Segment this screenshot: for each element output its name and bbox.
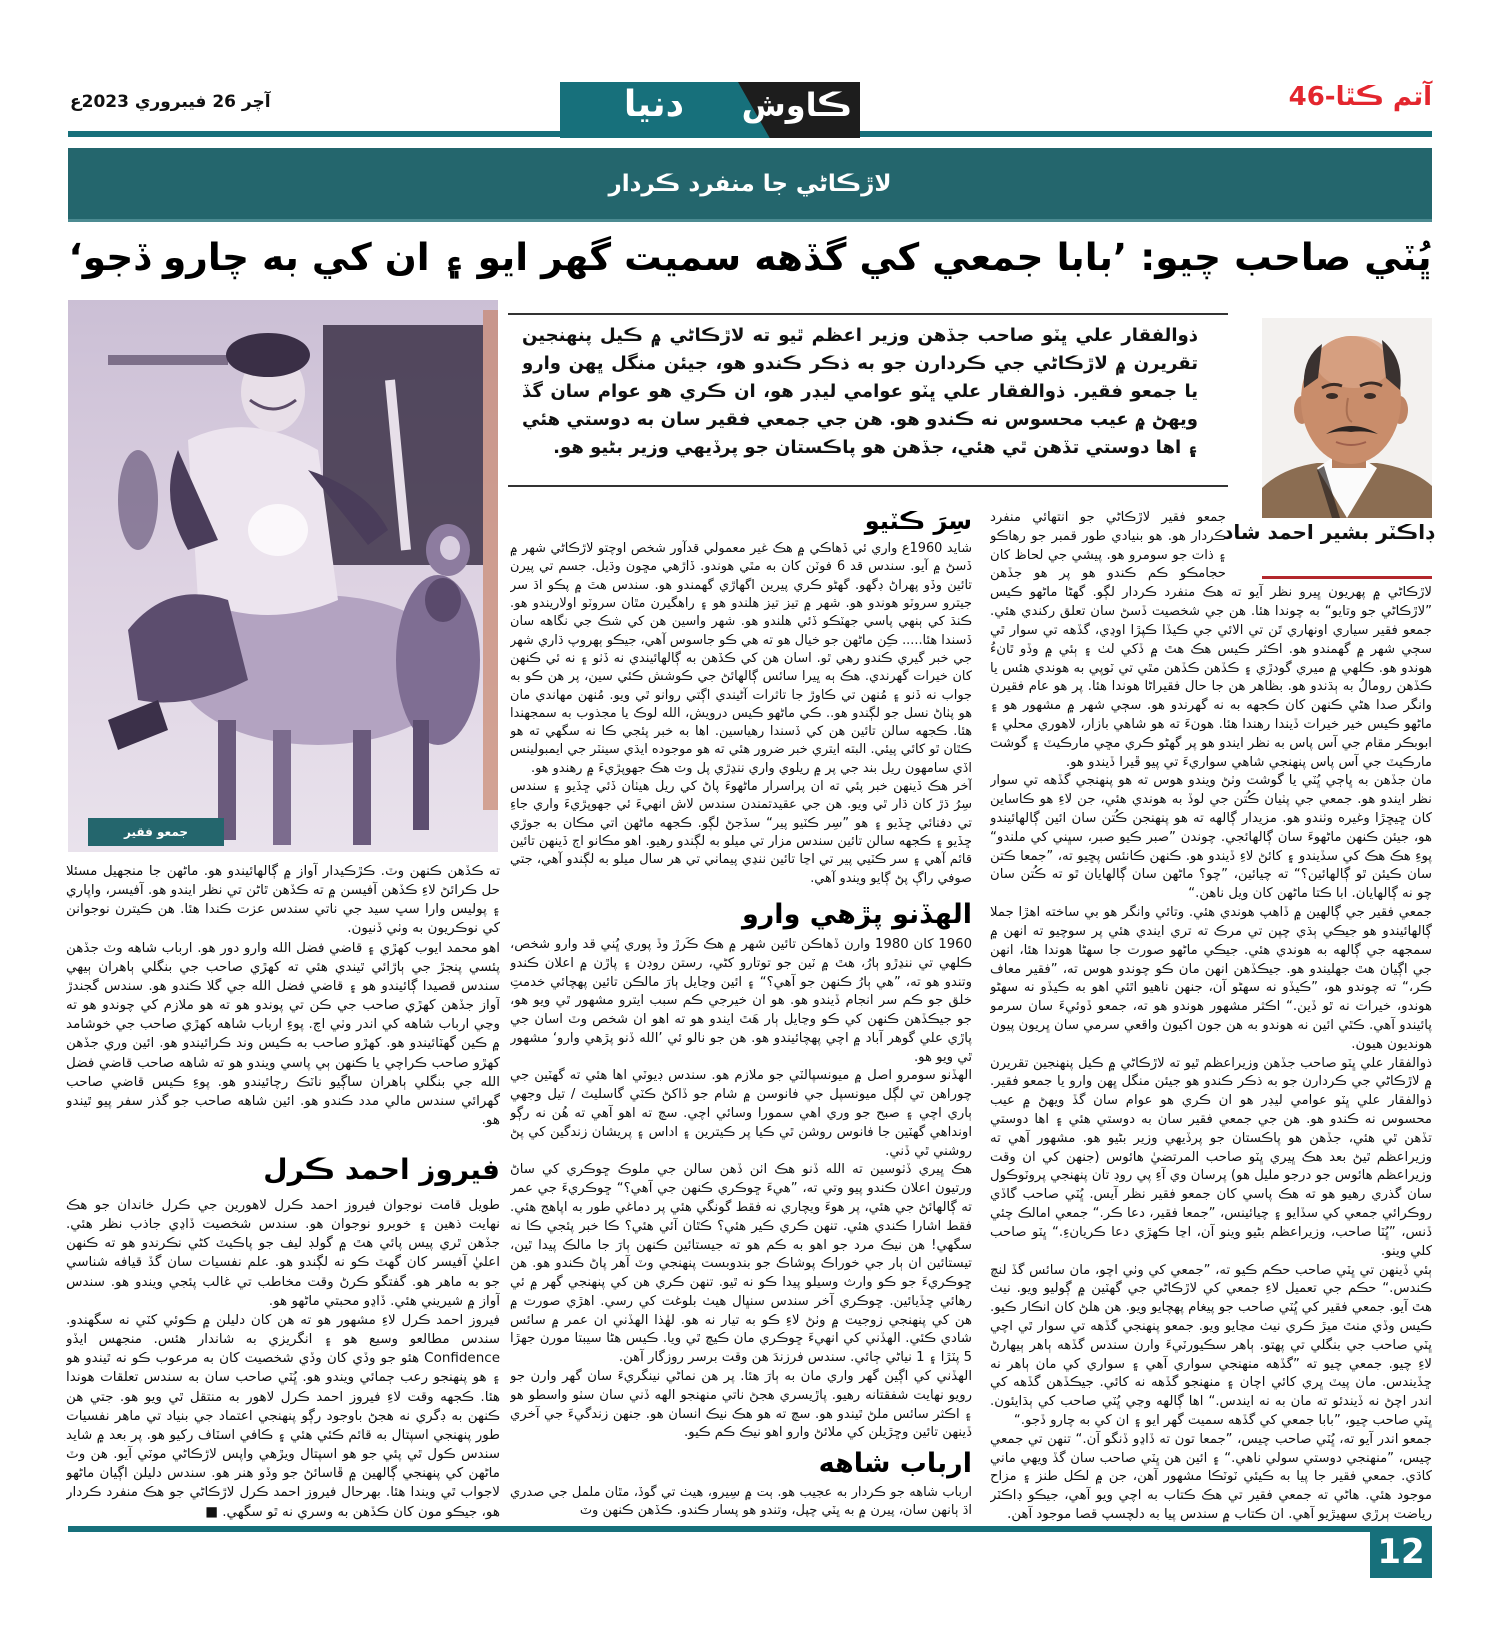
paragraph: ته ڪڏهن ڪنهن وٽ. ڪڙڪيدار آواز ۾ ڳالهائيندو هو. ماڻهن جا منجهيل مسئلا حل ڪرائڻ لاءِ ڪڏهن آفيسن ۾ ته ڪڏهن ٿاڻن تي نظر ايندو هو. آفيسر، واپاري ۽ پوليس وارا سڀ سيد جي ناتي سندس عزت ڪندا هئا. هن ڪيترن نوجوانن کي نوڪريون به وٺي ڏنيون. — [66, 863, 500, 937]
feature-photo — [68, 300, 498, 852]
column-left-section-text — [66, 1196, 500, 1522]
paragraph: ٻئي ڏينهن تي ڀٽي صاحب حڪم ڪيو ته، ”جمعي کي وٺي اچو، مان سائس گڏ لنچ ڪندس.“ حڪم جي تعميل لاءِ جمعي کي لاڙڪاڻي جي گهٽين ۾ ڳوليو ويو. نيٺ هٿ آيو. جمعي فقير کي ڀُٽي صاحب جو پيغام پهچايو ويو. هن هلڻ کان انڪار ڪيو. ڪيس وڏي منٿ ميڙ ڪري نيٺ مڃايو ويو. جمعو پنهنجي گڏهه تي سوار ٿي اچي ڀٽي صاحب جي بنگلي تي پهتو. ٻاهر سڪيورٽيءَ وارن سندس گڏهه ٻاهر ٻيهارڻ لاءِ چيو. جمعي چيو ته ”گڏهه منهنجي سواري آهي ۽ سواري کي مان ٻاهر نه ڇڏيندس. مان پيٽ ڀري کائي اچان ۽ منهنجو گڏهه نه کائي. جيڪڏهن گڏهه کي اندر اچڻ نه ڏيندئو ته مان به نه ايندس.“ اها ڳالهه وڃي ڀُٽي صاحب کي ٻڌايئون. ڀٽي صاحب چيو، ”بابا جمعي کي گڏهه سميت گهر ايو ۽ ان کي به چارو ڏجو.“ — [990, 1262, 1432, 1428]
lead-rule-top — [508, 313, 1228, 315]
series-label: آتم ڪٿا-46 — [1288, 82, 1432, 112]
paragraph: شايد 1960ع واري ئي ڏهاڪي ۾ هڪ غير معمولي قدآور شخص اوچتو لاڙڪاڻي شهر ۾ ڏسڻ ۾ آيو. سندس قد 6 فوٽن کان به مٿي هوندو. ڏاڙهي مڇون وڌيل. جسم تي پيرن تائين وڏو پهراڻ ڊگهو. گهڻو ڪري پيرين اگهاڙي گهمندو هو. سندس هٿ ۾ پڪو اڌ سر جيترو سروٽو هوندو هو. شهر ۾ تيز تيز هلندو هو ۽ راهگيرن مٿان سروٽو اولاريندو هو. ڪنڌ کي ٻنهي پاسي جهٽڪو ڏئي هلندو هو. شهر واسين هن کي شڪ جي نگاهه سان ڏسندا هئا..... ڪِن ماڻهن جو خيال هو ته هي ڪو جاسوس آهي، جيڪو ٻهروپ ڌاري شهر جي خبر گيري ڪندو رهي ٿو. اسان هن کي ڪڏهن به ڳالهائيندي نه ڏٺو ۽ نه ئي ڪنهن کان خيرات گهرندي. هڪ ٻه ڀيرا سائس ڳالهائڻ جي ڪوشش ڪئي سين، پر هن ڪو به جواب نه ڏنو ۽ مُنهن تي ڪاوڙ جا تاثرات آڻيندي اڳتي روانو ٿي ويو. مُنهن مهاندي مان هو پٺاڻ نسل جو لڳندو هو.. ڪي ماڻهو ڪيس درويش، الله لوڪ يا مجذوب به سمجهندا هئا. ڪجهه سالن تائين هن کي ڏسندا رهياسين. اها به خبر پئجي ڪا نه سگهي ته هو ڪٿان ٿو کائي پيئي. البته ايتري خبر ضرور هئي ته هو موجوده ايڌي سينٽر جي ايمبولينس اڏي سامهون ريل بند جي پر ۾ ريلوي واري ننڍڙي پل وٽ هڪ جهوپڙيءَ ۾ رهندو هو. — [510, 541, 972, 776]
photo-caption: جمعو فقير — [88, 818, 224, 846]
paragraph: 1960 کان 1980 وارن ڏهاڪن تائين شهر ۾ هڪ ڪَرڙ وڏ پوري ڀُني قد وارو شخص، ڪلهي تي ننڍڙو ٻارُ، هٿ ۾ ٽين جو توتارو کڻي، رستن روڊن ۽ پاڙن ۾ اعلان ڪندو وتندو هو ته، ”هي ٻارُ ڪنهن جو آهي؟“ ۽ ائين وڃايل ٻارَ مالڪن تائين پهچائي خدمتِ خلق جو ڪم سر انجام ڏيندو هو. هو ان خيرجي ڪم سبب ايترو مشهور ٿي ويو هو، جو جيڪڏهن ڪنهن کي ڪو وڃايل ٻار هَٿ ايندو هو ته اهو ان شخص وٽ اسان جي پاڙي علي گوهر آباد ۾ اچي پهچائيندو هو. هن جو نالو ئي ’الله ڏنو پڙهي وارو‘ مشهور ٿي ويو هو. — [510, 937, 972, 1065]
paragraph: ذوالفقار علي ڀٽو صاحب جڏهن وزيراعظم ٿيو ته لاڙڪاڻي ۾ ڪيل پنهنجين تقريرن ۾ لاڙڪاڻي جي ڪردارن جو به ذڪر ڪندو هو جيئن منگل ڀهن وارو يا جمعو فقير. ذوالفقار علي ڀٽو عوامي ليڊر هو ان ڪري هو عوام سان گڏ ويهڻ ۾ عيب محسوس نه ڪندو هو. هن جي جمعي فقير سان به دوستي هئي ۽ اها دوستي تڏهن ٿي هئي، جڏهن هو پاڪستان جو پرڏيهي وزير بڻيو هو. مشهور آهي ته وزيراعظم ٿيڻ بعد هڪ ڀيري ڀٽو صاحب المرتضيٰ هائوس (جنهن کي ان وقت وزيراعظم هائوس جو درجو مليل هو) پرسان وي آءِ پي روڊ تان پنهنجي پروٽوڪول سان گذري رهيو هو ته هڪ پاسي کان جمعو فقير نظر آيس. ڀُٽي صاحب گاڏي روڪرائي جمعي کي سڏايو ۽ چيائينس، ”جمعا فقير، دعا ڪر.“ جمعي امالڪ چئي ڏنس، ”ڀُٽا صاحب، وزيراعظم بڻيو وينو آن، اڃا ڪهڙي دعا ڪريانءِ.“ ڀٽو صاحب کلي وينو. — [990, 1055, 1432, 1259]
issue-date: آچر 26 فيبروري 2023ع — [70, 92, 271, 112]
masthead-section-name: دنيا — [623, 84, 685, 125]
paragraph: مان جڏهن به ڀاڄي ڀُٽي يا گوشت وٺڻ ويندو هوس ته هو پنهنجي گڏهه تي سوار نظر ايندو هو. جمعي جي پٺيان ڪُتن جي لوڏ به هوندي هئي، جن لاءِ هو ڪاساين کان ڇيڇڙا وغيره وٺندو هو. مزيدار ڳالهه ته هو پنهنجن ڪُتن سان ائين ڳالهائيندو هو، جيئن ڪنهن ماڻهوءَ سان ڳالهائجي. چوندن ”صبر ڪيو صبر، سڀني کي ملندو“ پوءِ هڪ هڪ کي سڏيندو ۽ کائڻ لاءِ ڏيندو هو. ڪنهن ڪانئس پڇيو ته، ”جمعا ڪتن سان ڪيئن ٿو ڳالهائين؟“ ته چيائين، ”چو؟ ماڻهن سان ڳالهايان ٿو ته ڪُتن سان چو نه ڳالهايان. ابا ڪتا ماڻهن کان ويل ناهن.“ — [990, 773, 1432, 902]
figure-monkey — [426, 524, 470, 576]
paragraph: طويل قامت نوجوان فيروز احمد ڪرل لاهورين جي ڪرل خاندان جو هڪ نهايت ذهين ۽ خوبرو نوجوان هو. سندس شخصيت ڏاڍي جاذب نظر هئي. جڏهن ٿري پيس پائي هٿ ۾ گولڊ ليف جو پاڪيٽ کڻي نڪرندو هو ته ڪنهن اعليٰ آفيسر کان گهٽ ڪو نه لڳندو هو. علم نفسيات سان گڏ قيافه شناسي جو به ماهر هو. گفتگو ڪرڻ وقت مخاطب تي غالب پئجي ويندو هو. سندس آواز ۾ شيريني هئي. ڏاڍو محبتي ماڻهو هو. — [66, 1197, 500, 1309]
lead-rule-bottom — [508, 485, 1228, 487]
column-middle-section-1 — [510, 540, 972, 892]
section-heading-feroz-ahmed-karal: فيروز احمد ڪرل — [263, 1153, 500, 1186]
section-heading-allahdino: الهڏنو پڙهي وارو — [741, 899, 972, 930]
masthead-logo — [560, 82, 860, 138]
paragraph: جمعي فقير جي ڳالهين ۾ ڏاهپ هوندي هئي. وتائي وانگر هو بي ساخته اهڙا جملا ڳالهائيندو هو جيڪي ٻڌي چپن تي مرڪ ته تري ايندي هئي پر سوچيو ته انهن ۾ سمجهه جي ڳالهه به هوندي هئي. جيڪي ماڻهو صورت جا سهڻا هوندا هئا، انهن جي اڳيان هٿ جهليندو هو. جيڪڏهن انهن مان ڪو چوندو هوس ته، ”فقير معاف ڪر،“ ته چوندو هو، ”ڪيڏو نه سهڻو آن، جنهن ناهيو اٿئي اهو به ڪيڏو نه سهڻو هوندو، خيرات نه ٿو ڏين.“ اڪثر مشهور هوندو هو ته، جمعو ڏوئيءَ سان سرمو پائيندو آهي. ڪٿي ائين نه هوندو به هن جون اکيون واقعي سرمي سان ڀريون پيون هونديون هيون. — [990, 905, 1432, 1052]
author-portrait — [1262, 318, 1432, 518]
section-heading-arbab-shah: ارباب شاهه — [818, 1448, 972, 1479]
paragraph: هڪ ڀيري ڏٺوسين ته الله ڏنو هڪ اٺن ڏهن سالن جي ملوڪ ڇوڪري کي ساڻ ورتيون اعلان ڪندو پيو وتي ته، ”هيءَ ڇوڪري ڪنهن جي آهي؟“ ڇوڪريءَ جي عمر ته ڳالهائڻ جي هئي، پر هوءَ ويچاري نه فقط گونگي هئي پر دماغي طور به اپاهج هئي. فقط اشارا ڪندي هئي. تنهن ڪري ڪير هئي؟ ڪٿان آئي هئي؟ ڪا خبر پئجي ڪا نه سگهي! هن نيڪ مرد جو اهو به ڪم هو ته جيستائين ڪنهن ٻارَ جا مالڪ پيدا ٿين، تيستائين ان ٻار جي خوراڪ پوشاڪ جو بندوبست پنهنجي وٽ آهر پاڻ ڪندو هو. هن ڇوڪريءَ جو ڪو وارث وسيلو پيدا ڪو نه ٿيو. تنهن ڪري هن کي پنهنجي گهر ۾ ئي رهائي ڇڏيائين. ڇوڪري آخر سندس سنڀال هيٺ بلوغت کي رسي. اهڙي صورت ۾ هن کي پنهنجي زوجيت ۾ وٺڻ لاءِ ڪو به تيار نه هو. لهٰذا الهڏني ان عمر ۾ سائس شادي ڪئي. الهڏني کي انهيءَ ڇوڪري مان ڪيچ ٿي ويا. ڪيس هڻا سيبتا مورن جهڙا 5 پٽڙا ۽ 1 نياڻي ڄائي. سندس فرزندَ هن وقت برسر روزگار آهن. — [510, 1162, 972, 1366]
headline: ڀُٽي صاحب چيو: ’بابا جمعي کي گڏهه سميت گهر ايو ۽ ان کي به چارو ڏجو‘ — [68, 235, 1432, 279]
paragraph: جمعو اندر آيو ته، ڀُٽي صاحب چيس، ”جمعا تون ته ڏاڍو ڏنگو آن.“ تنهن تي جمعي چيس، ”منهنجي دوستي سولي ناهي.“ ۽ ائين هن ڀٽي صاحب سان گڏ ويهي ماني کاڌي. جمعي فقير جا پيا به ڪيئي ٽوٽڪا مشهور آهن، جن ۾ لڪل طنز ۽ مزاح موجود هئي. هاڻي ته جمعي فقير تي هڪ ڪتاب به اچي ويو آهي، جيڪو ڊاڪٽر رياضت ٻرڙي سهيڙيو آهي. ان ڪتاب ۾ سندس پيا به دلچسپ قصا موجود آهن. — [990, 1431, 1432, 1523]
paragraph: فيروز احمد ڪرل لاءِ مشهور هو ته هن کان دليلن ۾ ڪوئي کٽي نه سگهندو. سندس مطالعو وسيع هو ۽ انگريزي به شاندار هئس. منجهس ايڏو Confidence هئو جو وڏي کان وڏي شخصيت کان به مرعوب ڪو نه ٿيندو هو ۽ هو پنهنجو رعب ڄمائي ويندو هو. ڀُٽي صاحب سان به سندس تعلقات هوندا هئا. ڪجهه وقت لاءِ فيروز احمد ڪرل لاهور به منتقل ٿي ويو هو. جتي هن ڪنهن به ڊگري نه هجڻ باوجود رڳو پنهنجي اعتماد جي بنياد تي ماهر نفسيات طور پنهنجي اسپتال به قائم ڪئي هئي ۽ ڪافي اسٽاف رکيو هو. پر بعد ۾ شايد سندس ڪول ٿي پئي جو هو اسپتال ويڙهي واپس لاڙڪاڻي موٽي آيو. هن وٽ ماڻهن کي پنهنجي ڳالهين ۾ ڦاسائڻ جو وڏو هنر هو. سندس دليلن اڳيان ماڻهو لاجواب ٿي ويندا هئا. بهرحال فيروز احمد ڪرل لاڙڪاڻي جو هڪ منفرد ڪردار هو، جيڪو مون کان ڪڏهن به وسري نه ٿو سگهي. ■ — [66, 1311, 500, 1520]
section-heading-sir-katiyo: سِرَ ڪٽيو — [864, 507, 972, 535]
band-title: لاڙڪاڻي جا منفرد ڪردار — [608, 170, 892, 197]
author-portrait-image — [1262, 318, 1432, 518]
feature-photo-image — [68, 300, 498, 852]
column-middle-section-2 — [510, 936, 972, 1442]
paragraph: الهڏنو سومرو اصل ۾ ميونسپالٽي جو ملازم هو. سندس ڊيوٽي اها هئي ته گهٽين جي چوراهن تي لڳل ميونسپل جي فانوسن ۾ شام جو ڏاکڻ ڪٽي گاسليٽ / تيل وجهي ٻاري اچي ۽ صبح جو وري اهي سمورا وسائي اچي. سچ ته اهو آهي ته هُن نه رڳو اونداهي گهٽين جا فانوس روشن ٿي ڪيا پر ڪيترين ۽ اداس ۽ پريشان زندگين کي پڻ روشني ٿي ڏني. — [510, 1068, 972, 1159]
paragraph: الهڏني کي اڳين گهر واري مان به ٻارَ هئا. پر هن نماڻي نينگريءَ سان گهر وارن جو رويو نهايت شفقتانه رهيو. پاڙيسري هجڻ ناتي منهنجو الهه ڏني سان سٺو واسطو هو ۽ اڪثر سائس ملڻ ٿيندو هو. سچ ته هو هڪ نيڪ انسان هو. جنهن زندگيءَ جي آخري ڏينهن تائين وڇڙيلن کي ملائڻ وارو اهو نيڪ ڪم ڪيو. — [510, 1368, 972, 1441]
column-left-continuation — [66, 862, 500, 1144]
section-band — [68, 148, 1432, 222]
paragraph: جمعو فقير لاڙڪاڻي جو انتهائي منفرد ڪردار هو. هو بنيادي طور قمبر جو رهاڪو ۽ ذات جو سومرو هو. پيشي جي لحاظ کان حجامڪو ڪم ڪندو هو پر هو جڏهن لاڙڪاڻي ۾ پهريون ڀيرو نظر آيو ته هڪ منفرد ڪردار لڳو. گهڻا ماڻهو ڪيس ”لاڙڪاڻي جو وتايو“ به چوندا هئا. هن جي شخصيت ڏسڻ سان تعلق رکندي هئي. جمعو فقير سياري اونهاري تَن تي الائي جي ڪيڏا ڪپڙا اوڍي، گڏهه تي سوار ٿي سڄي شهر ۾ گهمندو هو. اڪثر ڪيس هڪ هٿ ۾ ڏکي لٺ ۽ ٻئي ۾ وڏو ٿانءُ هوندو هو. ڪلهي ۾ ميري گودڙي ۽ ڪڏهن ڪڏهن مٿي تي ٽوپي به هوندي هئس يا ڪڏهن رومالُ به ٻڌندو هو. بظاهر هن جا حال فقيراڻا هوندا هئا. پر هو عام فقيرن وانگر صدا هڻي ڪنهن کان ڪجهه به نه گهرندو هو. سڄي شهر ۾ مشهور هو ۽ ماڻهو ڪيس خير خيرات ڏيندا رهندا هئا. هونءَ ته هو شاهي بازار، لاهوري محلي ۽ ابوبڪر مقام جي آس پاس به نظر ايندو هو پر گهڻو ڪري مڇي مارڪيٽ ۽ گوشت مارڪيٽ جي آس پاس پنهنجي شاهي سواريءَ تي پيو ڦيرا ڏيندو هو. — [990, 510, 1432, 770]
paragraph: آخر هڪ ڏينهن خبر پئي ته ان پراسرار ماڻهوءَ پاڻ کي ريل هيٺان ڏئي ڇڏيو ۽ سندس سِرُ ڌڙ کان ڌار ٿي ويو. هن جي عقيدتمندن سندس لاش انهيءَ ئي جهوپڙيءَ واري جاءِ تي دفنائي ڇڏيو ۽ هو ”سِر ڪٽيو پير“ سڏجڻ لڳو. ڪجهه ماڻهن اتي مڪان به جوڙي ڇڏيو ۽ ڪجهه سالن تائين سندس مزار تي ميلو به لڳندو رهيو. اهو مڪانو اڄ ڏينهن تائين قائم آهي ۽ سر ڪٽيي پير تي اڃا تائين ننڍي پيماني تي هر سال ميلو به لڳندو آهي، جتي صوفي راڳ پڻ ڳايو ويندو آهي. — [510, 779, 972, 886]
author-name: ڊاڪٽر بشير احمد شاد — [1223, 520, 1434, 544]
paragraph: ارباب شاهه جو ڪردار به عجيب هو. ٻت ۾ سِيرو، هيٺ تي گوڏ، مٿان ململ جي صدري اڌ ٻانهن سان، پيرن ۾ به ڀٽي چپل، وتندو هو پسار ڪندو. ڪڏهن ڪنهن وٽ — [510, 1485, 972, 1519]
masthead-brand-name: ڪاوش — [741, 86, 852, 124]
paragraph: اهو محمد ايوب کهڙي ۽ قاضي فضل الله وارو دور هو. ارباب شاهه وٽ جڏهن پئسي پنجڙ جي ٻاڙائي ٿيندي هئي ته کهڙي صاحب جي بنگلي ٻاهران ٻيهي سندس قصيدا ڳائيندو هو ۽ قاضي فضل الله جي گلا ڪندو هو. سندس گجندڙ آواز جڏهن کهڙي صاحب جي ڪن تي پوندو هو ته هو ملازم کي چوندو هو ته وڃي ارباب شاهه کي اندر وٺي اچ. پوءِ ارباب شاهه کهڙي صاحب جي خوشامد ۾ ڪين گهٽائيندو هو. کهڙو صاحب به ڪيس وند ڪرائيندو هو. ائين وري جڏهن کهڙو صاحب ڪراچي يا ڪنهن ٻي پاسي ويندو هو ته شاهه صاحب قاضي فضل الله جي بنگلي ٻاهران ساڳيو ناٽڪ رچائيندو هو. پوءِ ڪيس قاضي صاحب گهرائي سندس مالي مدد ڪندو هو. ائين شاهه صاحب جو گذر سفر پيو ٿيندو هو. — [66, 939, 500, 1129]
bottom-rule — [68, 1526, 1432, 1532]
lead-paragraph: ذوالفقار علي ڀٽو صاحب جڏهن وزير اعظم ٿيو ته لاڙڪاڻي ۾ ڪيل پنهنجين تقريرن ۾ لاڙڪاڻي جي ڪردارن جو به ذڪر ڪندو هو، جيئن منگل ڀهن وارو يا جمعو فقير. ذوالفقار علي ڀٽو عوامي ليڊر هو، ان ڪري هو عوام سان گڏ ويهڻ ۾ عيب محسوس نه ڪندو هو. هن جي جمعي فقير سان به دوستي هئي ۽ اها دوستي تڏهن ٿي هئي، جڏهن هو پاڪستان جو پرڏيهي وزير بڻيو هو. — [522, 325, 1198, 458]
column-right — [990, 509, 1432, 1524]
page-number: 12 — [1370, 1526, 1432, 1578]
author-wrap-spacer — [1223, 509, 1434, 583]
column-middle-section-3 — [510, 1484, 972, 1524]
figure-bystander — [118, 450, 158, 550]
lead-text — [522, 322, 1198, 478]
